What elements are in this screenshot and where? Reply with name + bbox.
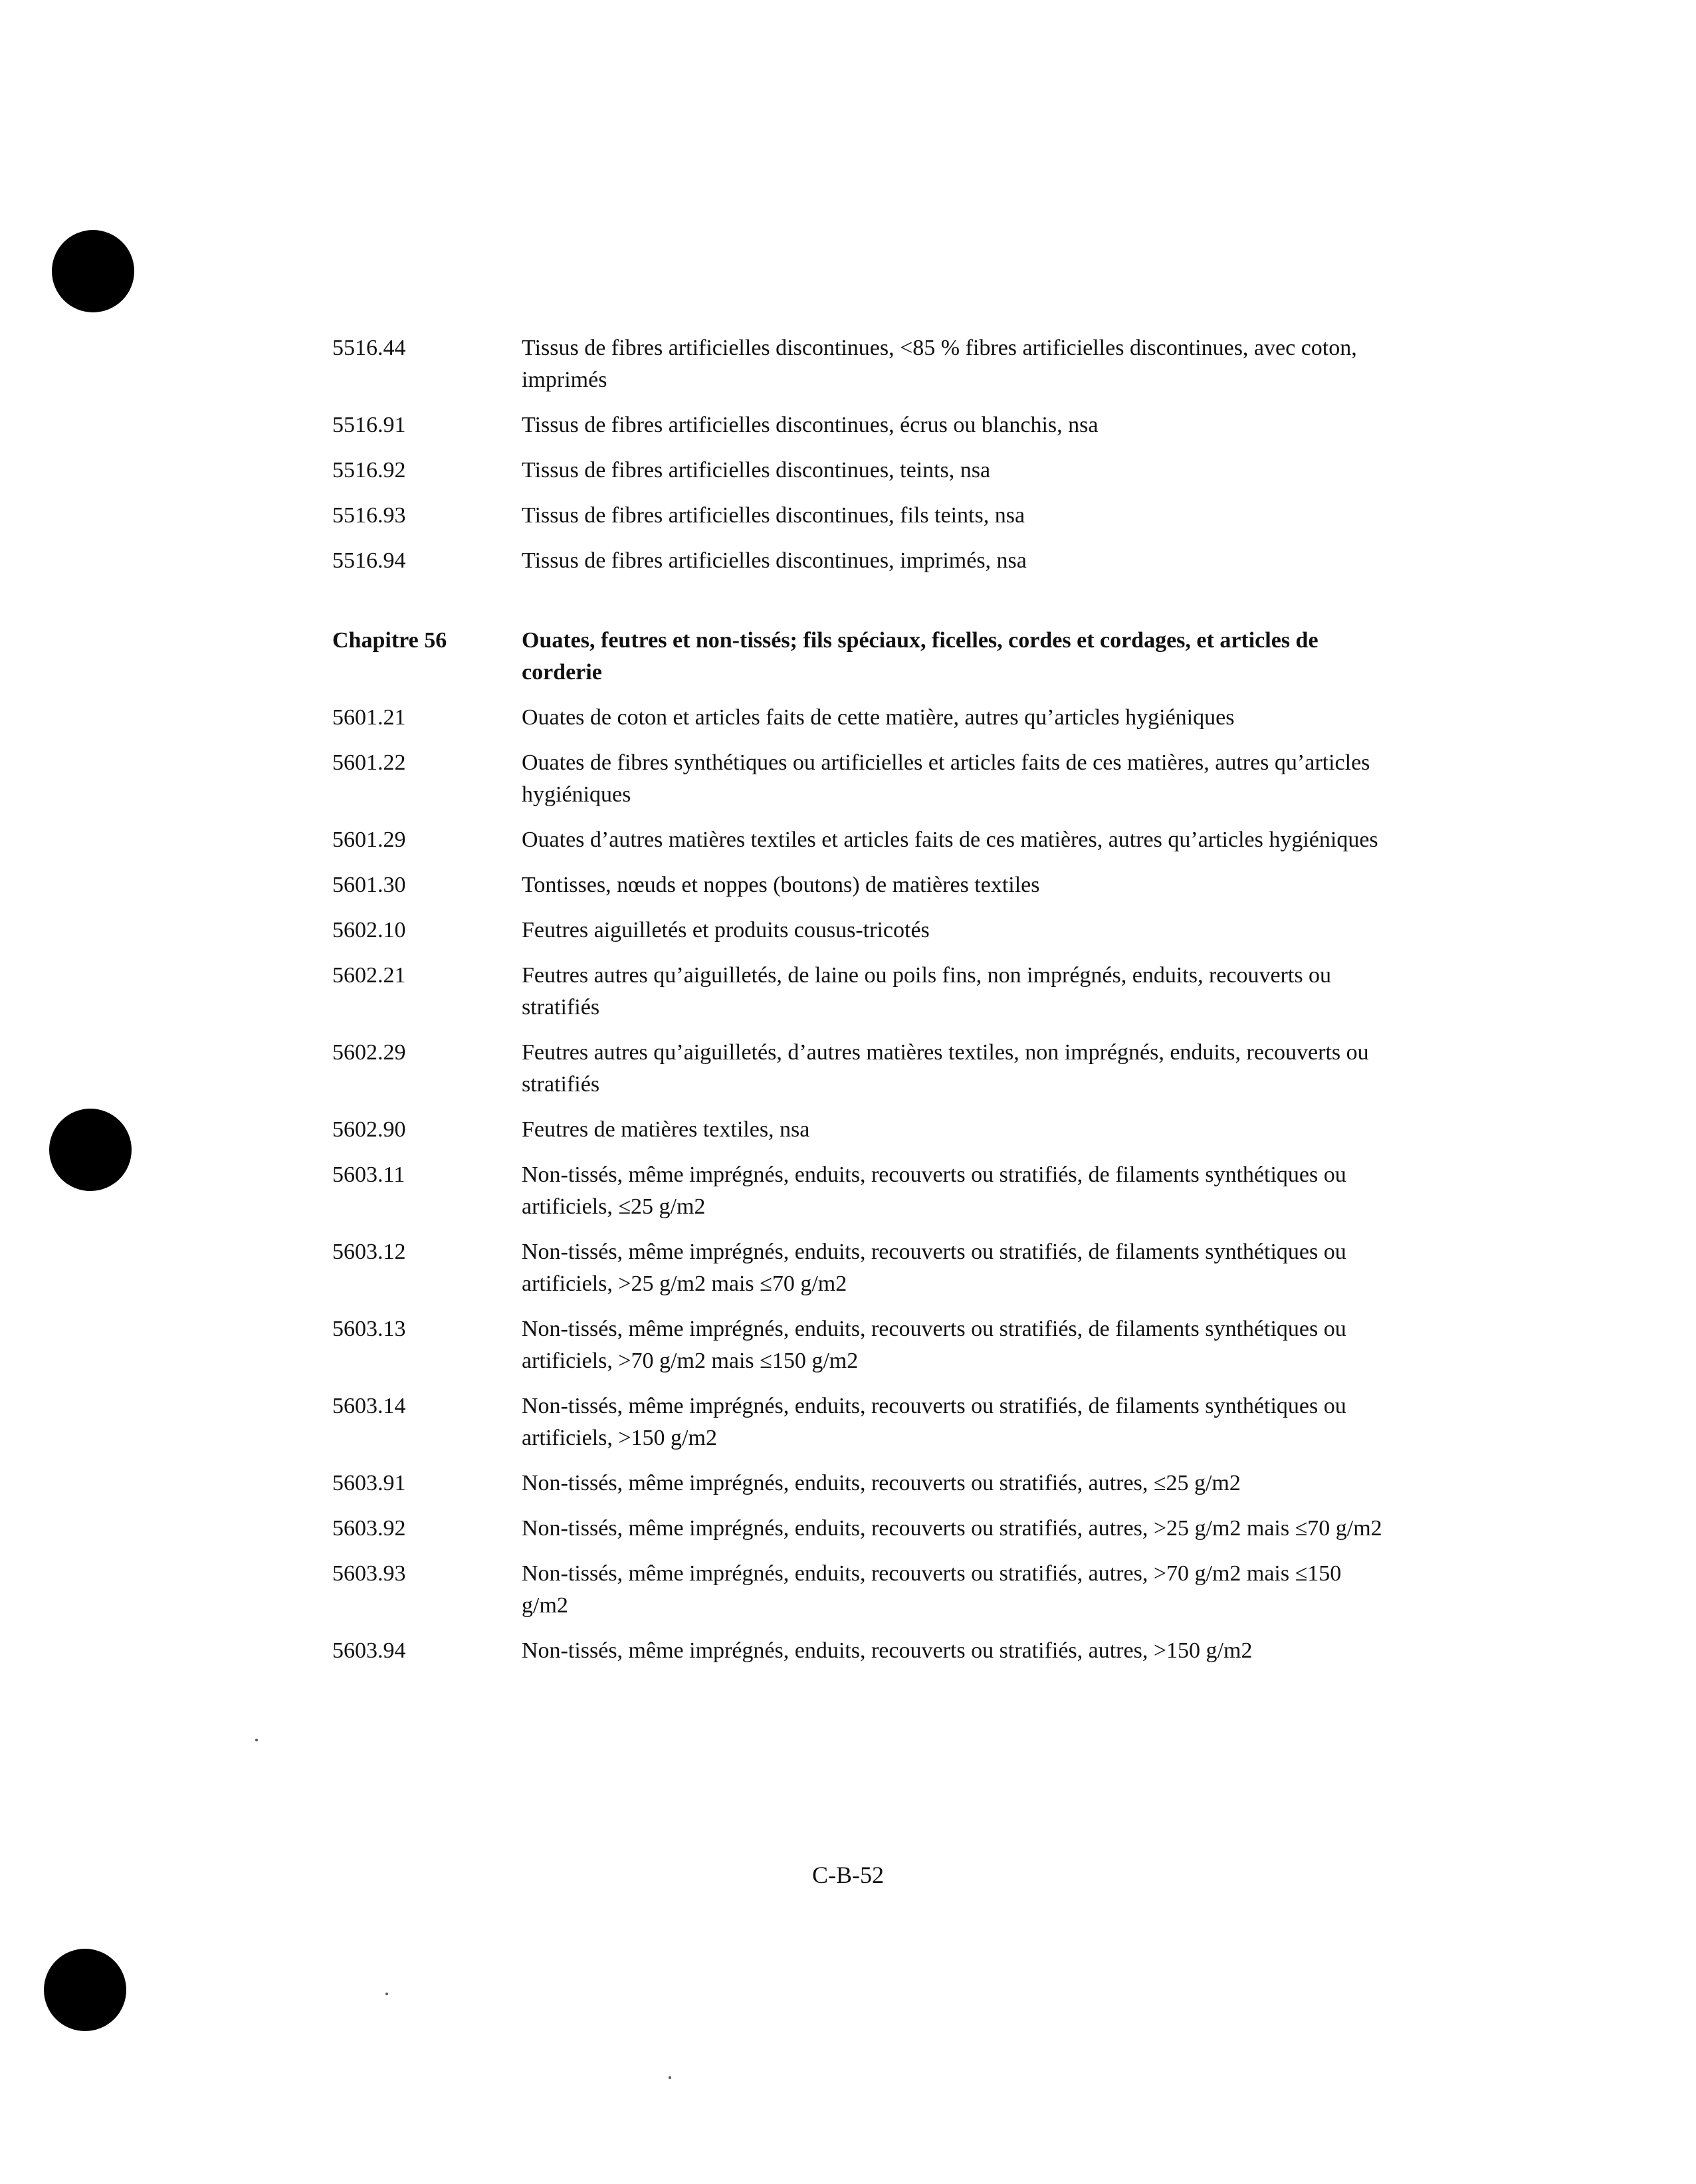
scan-speck xyxy=(669,2076,671,2079)
tariff-entry xyxy=(332,869,1396,901)
tariff-code: 5603.13 xyxy=(332,1317,406,1341)
tariff-code: 5603.11 xyxy=(332,1162,405,1187)
tariff-code: 5603.14 xyxy=(332,1394,406,1418)
tariff-description: Tissus de fibres artificielles discontinues, écrus ou blanchis, nsa xyxy=(522,413,1099,437)
tariff-description: Ouates de coton et articles faits de cette matière, autres qu’articles hygiéniques xyxy=(522,705,1235,730)
scan-speck xyxy=(255,1739,258,1741)
tariff-code: 5601.22 xyxy=(332,750,406,775)
tariff-entry xyxy=(332,1390,1396,1454)
tariff-code: 5601.21 xyxy=(332,705,406,730)
tariff-entry xyxy=(332,1236,1396,1300)
tariff-description: Feutres autres qu’aiguilletés, de laine ou poils fins, non imprégnés, enduits, recouverts ou stratifiés xyxy=(522,963,1332,1020)
tariff-entry xyxy=(332,824,1396,856)
tariff-entry xyxy=(332,702,1396,734)
tariff-code: 5602.29 xyxy=(332,1040,406,1065)
tariff-description: Non-tissés, même imprégnés, enduits, recouverts ou stratifiés, autres, >150 g/m2 xyxy=(522,1638,1253,1663)
tariff-description: Non-tissés, même imprégnés, enduits, recouverts ou stratifiés, de filaments synthétiques ou artificiels, >70 g/m2 mais ≤150 g/m2 xyxy=(522,1317,1346,1373)
tariff-entry xyxy=(332,960,1396,1024)
tariff-entry xyxy=(332,1037,1396,1101)
tariff-description: Tissus de fibres artificielles discontinues, <85 % fibres artificielles discontinues, avec coton, imprimés xyxy=(522,336,1357,392)
tariff-entry xyxy=(332,545,1396,577)
tariff-description: Ouates d’autres matières textiles et articles faits de ces matières, autres qu’articles hygiéniques xyxy=(522,827,1378,852)
tariff-description: Feutres autres qu’aiguilletés, d’autres matières textiles, non imprégnés, enduits, recouverts ou stratifiés xyxy=(522,1040,1369,1097)
tariff-code: 5603.94 xyxy=(332,1638,406,1663)
tariff-code: 5602.90 xyxy=(332,1117,406,1142)
tariff-entry xyxy=(332,1513,1396,1545)
punch-hole xyxy=(44,1949,126,2031)
tariff-list xyxy=(332,332,1396,1680)
tariff-entry xyxy=(332,915,1396,946)
tariff-code: 5603.92 xyxy=(332,1516,406,1541)
tariff-entry xyxy=(332,1558,1396,1622)
tariff-entry xyxy=(332,500,1396,532)
tariff-code: 5601.29 xyxy=(332,827,406,852)
tariff-description: Ouates de fibres synthétiques ou artificielles et articles faits de ces matières, autres qu’articles hygiéniques xyxy=(522,750,1370,807)
tariff-description: Non-tissés, même imprégnés, enduits, recouverts ou stratifiés, autres, ≤25 g/m2 xyxy=(522,1471,1241,1495)
tariff-entry xyxy=(332,332,1396,396)
tariff-description: Non-tissés, même imprégnés, enduits, recouverts ou stratifiés, autres, >25 g/m2 mais ≤70 g/m2 xyxy=(522,1516,1382,1541)
tariff-description: Feutres aiguilletés et produits cousus-tricotés xyxy=(522,918,930,942)
punch-hole xyxy=(49,1109,132,1191)
tariff-entry xyxy=(332,1635,1396,1667)
chapter-label: Chapitre 56 xyxy=(332,628,447,653)
tariff-description: Non-tissés, même imprégnés, enduits, recouverts ou stratifiés, autres, >70 g/m2 mais ≤150 g/m2 xyxy=(522,1561,1342,1618)
tariff-code: 5603.93 xyxy=(332,1561,406,1586)
chapter-title: Ouates, feutres et non-tissés; fils spéciaux, ficelles, cordes et cordages, et articles de corderie xyxy=(522,628,1319,685)
tariff-description: Non-tissés, même imprégnés, enduits, recouverts ou stratifiés, de filaments synthétiques ou artificiels, >150 g/m2 xyxy=(522,1394,1346,1450)
tariff-description: Tontisses, nœuds et noppes (boutons) de matières textiles xyxy=(522,873,1040,897)
tariff-code: 5602.10 xyxy=(332,918,406,942)
tariff-code: 5516.94 xyxy=(332,548,406,573)
tariff-description: Tissus de fibres artificielles discontinues, fils teints, nsa xyxy=(522,503,1025,528)
tariff-description: Tissus de fibres artificielles discontinues, teints, nsa xyxy=(522,458,991,483)
tariff-code: 5603.12 xyxy=(332,1240,406,1264)
tariff-entry xyxy=(332,1468,1396,1499)
tariff-description: Tissus de fibres artificielles discontinues, imprimés, nsa xyxy=(522,548,1027,573)
chapter-heading xyxy=(332,625,1396,689)
tariff-entry xyxy=(332,1159,1396,1223)
scan-speck xyxy=(385,1993,388,1995)
tariff-entry xyxy=(332,409,1396,441)
punch-hole xyxy=(52,230,134,312)
tariff-entry xyxy=(332,1313,1396,1377)
tariff-entry xyxy=(332,455,1396,487)
tariff-code: 5516.93 xyxy=(332,503,406,528)
tariff-code: 5516.91 xyxy=(332,413,406,437)
entries-chapter xyxy=(332,702,1396,1667)
tariff-code: 5601.30 xyxy=(332,873,406,897)
tariff-entry xyxy=(332,1114,1396,1146)
tariff-code: 5516.92 xyxy=(332,458,406,483)
tariff-description: Feutres de matières textiles, nsa xyxy=(522,1117,810,1142)
tariff-entry xyxy=(332,747,1396,811)
tariff-description: Non-tissés, même imprégnés, enduits, recouverts ou stratifiés, de filaments synthétiques ou artificiels, >25 g/m2 mais ≤70 g/m2 xyxy=(522,1240,1346,1296)
tariff-code: 5602.21 xyxy=(332,963,406,988)
page-number: C-B-52 xyxy=(812,1862,884,1888)
entries-top xyxy=(332,332,1396,577)
tariff-code: 5516.44 xyxy=(332,336,406,360)
tariff-description: Non-tissés, même imprégnés, enduits, recouverts ou stratifiés, de filaments synthétiques ou artificiels, ≤25 g/m2 xyxy=(522,1162,1346,1219)
tariff-code: 5603.91 xyxy=(332,1471,406,1495)
